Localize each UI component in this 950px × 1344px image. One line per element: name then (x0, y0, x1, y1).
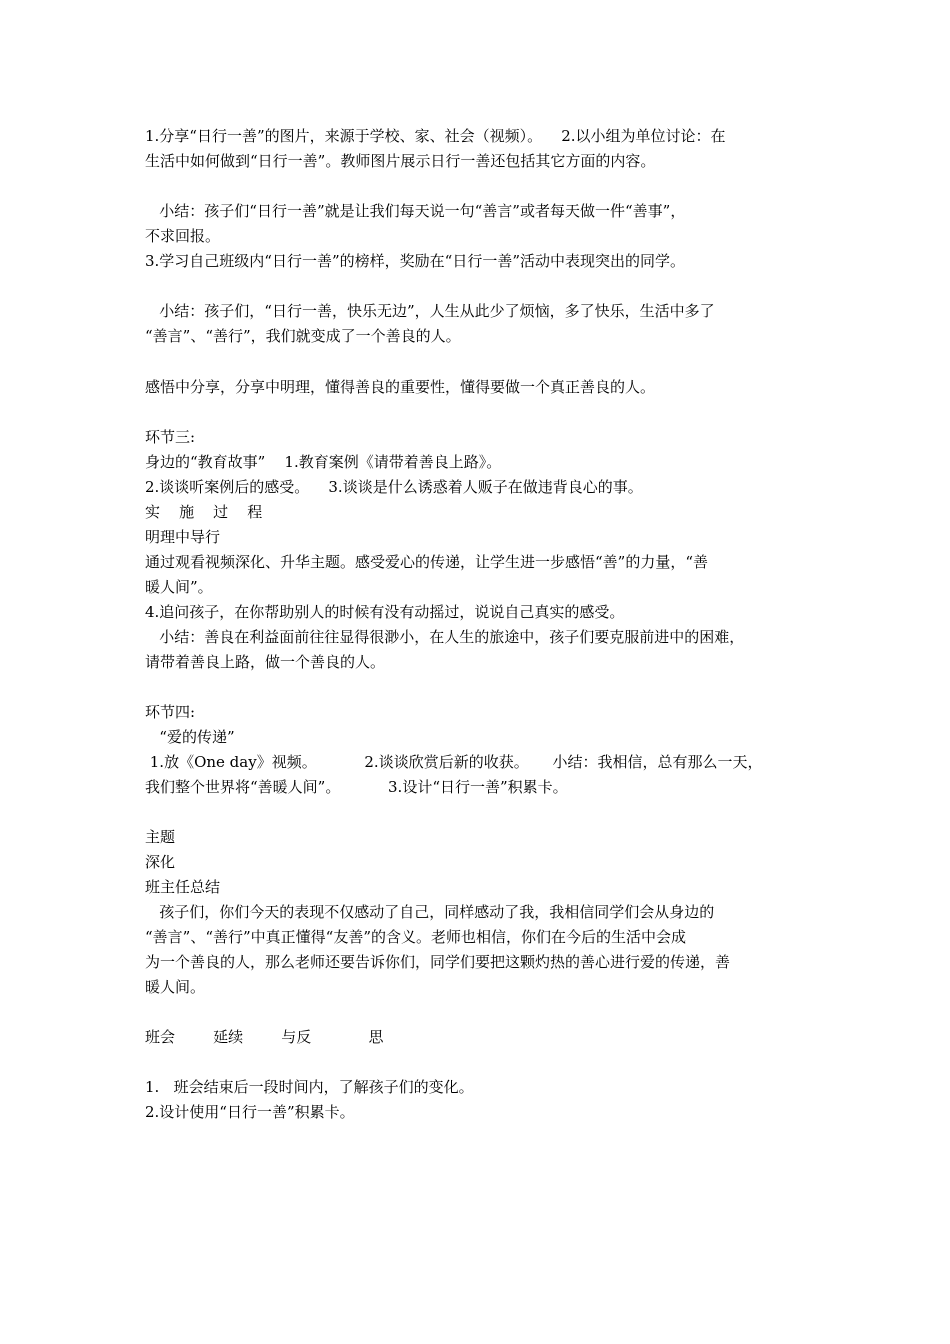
paragraph-line: 暖人间。 (145, 978, 206, 996)
paragraph-line: 我们整个世界将“善暖人间”。 3.设计“日行一善”积累卡。 (145, 778, 568, 796)
paragraph-line: 2.谈谈听案例后的感受。 3.谈谈是什么诱惑着人贩子在做违背良心的事。 (145, 478, 643, 496)
summary-line: “善言”、“善行”，我们就变成了一个善良的人。 (145, 327, 461, 345)
paragraph-line: 暖人间”。 (145, 578, 213, 596)
column-label: 实 施 过 程 (145, 503, 263, 521)
section-subtitle: “爱的传递” (145, 728, 235, 746)
column-label: 主题 (145, 828, 176, 846)
paragraph-line: 通过观看视频深化、升华主题。感受爱心的传递，让学生进一步感悟“善”的力量，“善 (145, 553, 709, 571)
section-heading: 环节四: (145, 703, 196, 721)
summary-line: 请带着善良上路，做一个善良的人。 (145, 653, 386, 671)
paragraph-line: 身边的“教育故事” 1.教育案例《请带着善良上路》。 (145, 453, 502, 471)
section-heading: 环节三: (145, 428, 196, 446)
summary-line: 小结：孩子们“日行一善”就是让我们每天说一句“善言”或者每天做一件“善事”， (145, 202, 686, 220)
paragraph-line: 1.分享“日行一善”的图片，来源于学校、家、社会（视频）。 2.以小组为单位讨论：在 (145, 127, 726, 145)
summary-line: 小结：孩子们，“日行一善，快乐无边”，人生从此少了烦恼，多了快乐，生活中多了 (145, 302, 715, 320)
list-item: 2.设计使用“日行一善”积累卡。 (145, 1103, 355, 1121)
paragraph-line: 4.追问孩子，在你帮助别人的时候有没有动摇过，说说自己真实的感受。 (145, 603, 625, 621)
column-label: 班会 延续 与反 思 (145, 1028, 384, 1046)
paragraph-line: “善言”、“善行”中真正懂得“友善”的含义。老师也相信，你们在今后的生活中会成 (145, 928, 687, 946)
summary-line: 不求回报。 (145, 227, 221, 245)
summary-line: 小结：善良在利益面前往往显得很渺小，在人生的旅途中，孩子们要克服前进中的困难， (145, 628, 745, 646)
column-label: 深化 (145, 853, 176, 871)
paragraph-line: 为一个善良的人，那么老师还要告诉你们，同学们要把这颗灼热的善心进行爱的传递，善 (145, 953, 731, 971)
paragraph-line: 3.学习自己班级内“日行一善”的榜样，奖励在“日行一善”活动中表现突出的同学。 (145, 252, 685, 270)
column-label: 明理中导行 (145, 528, 221, 546)
paragraph-line: 感悟中分享，分享中明理，懂得善良的重要性，懂得要做一个真正善良的人。 (145, 378, 656, 396)
paragraph-line: 孩子们，你们今天的表现不仅感动了自己，同样感动了我，我相信同学们会从身边的 (145, 903, 715, 921)
paragraph-line: 1.放《One day》视频。 2.谈谈欣赏后新的收获。 小结：我相信，总有那么一天， (145, 753, 763, 771)
column-label: 班主任总结 (145, 878, 221, 896)
list-item: 1. 班会结束后一段时间内，了解孩子们的变化。 (145, 1078, 474, 1096)
paragraph-line: 生活中如何做到“日行一善”。教师图片展示日行一善还包括其它方面的内容。 (145, 152, 656, 170)
